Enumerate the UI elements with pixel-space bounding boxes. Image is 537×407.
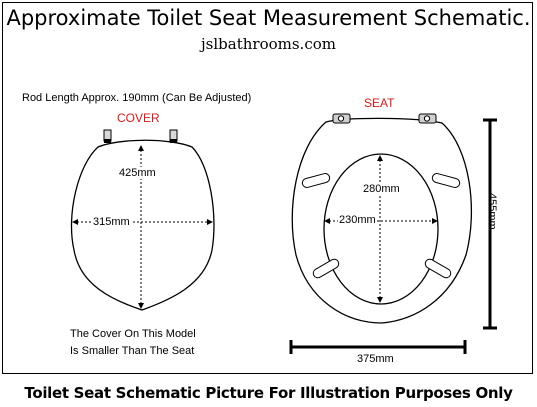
seat-outer-width-label: 375mm (357, 353, 394, 365)
seat-hinge-right (419, 114, 436, 123)
cover-length-label: 425mm (119, 167, 156, 179)
seat-inner-length-label: 280mm (363, 183, 400, 195)
seat-bumper (424, 258, 453, 280)
rod-length-note: Rod Length Approx. 190mm (Can Be Adjusted) (22, 92, 252, 104)
cover-note-line-1: The Cover On This Model (70, 328, 196, 340)
page-title: Approximate Toilet Seat Measurement Schematic. (6, 6, 531, 30)
cover-hinge-right (170, 130, 177, 143)
seat-inner-width-label: 230mm (339, 214, 376, 226)
cover-note-line-2: Is Smaller Than The Seat (70, 345, 195, 357)
seat-label: SEAT (364, 96, 395, 110)
seat-bumper (431, 173, 460, 189)
seat-outer-width-bar (291, 340, 465, 354)
seat-hinge-left (333, 114, 350, 123)
seat-inner-opening (324, 154, 438, 304)
seat-outer-length-label: 455mm (486, 193, 498, 230)
footer-disclaimer: Toilet Seat Schematic Picture For Illustration Purposes Only (24, 384, 513, 402)
seat-bumper (301, 173, 330, 189)
website-label: jslbathrooms.com (201, 35, 336, 53)
cover-label: COVER (117, 111, 160, 125)
cover-hinge-left (104, 130, 111, 143)
cover-width-label: 315mm (93, 216, 130, 228)
